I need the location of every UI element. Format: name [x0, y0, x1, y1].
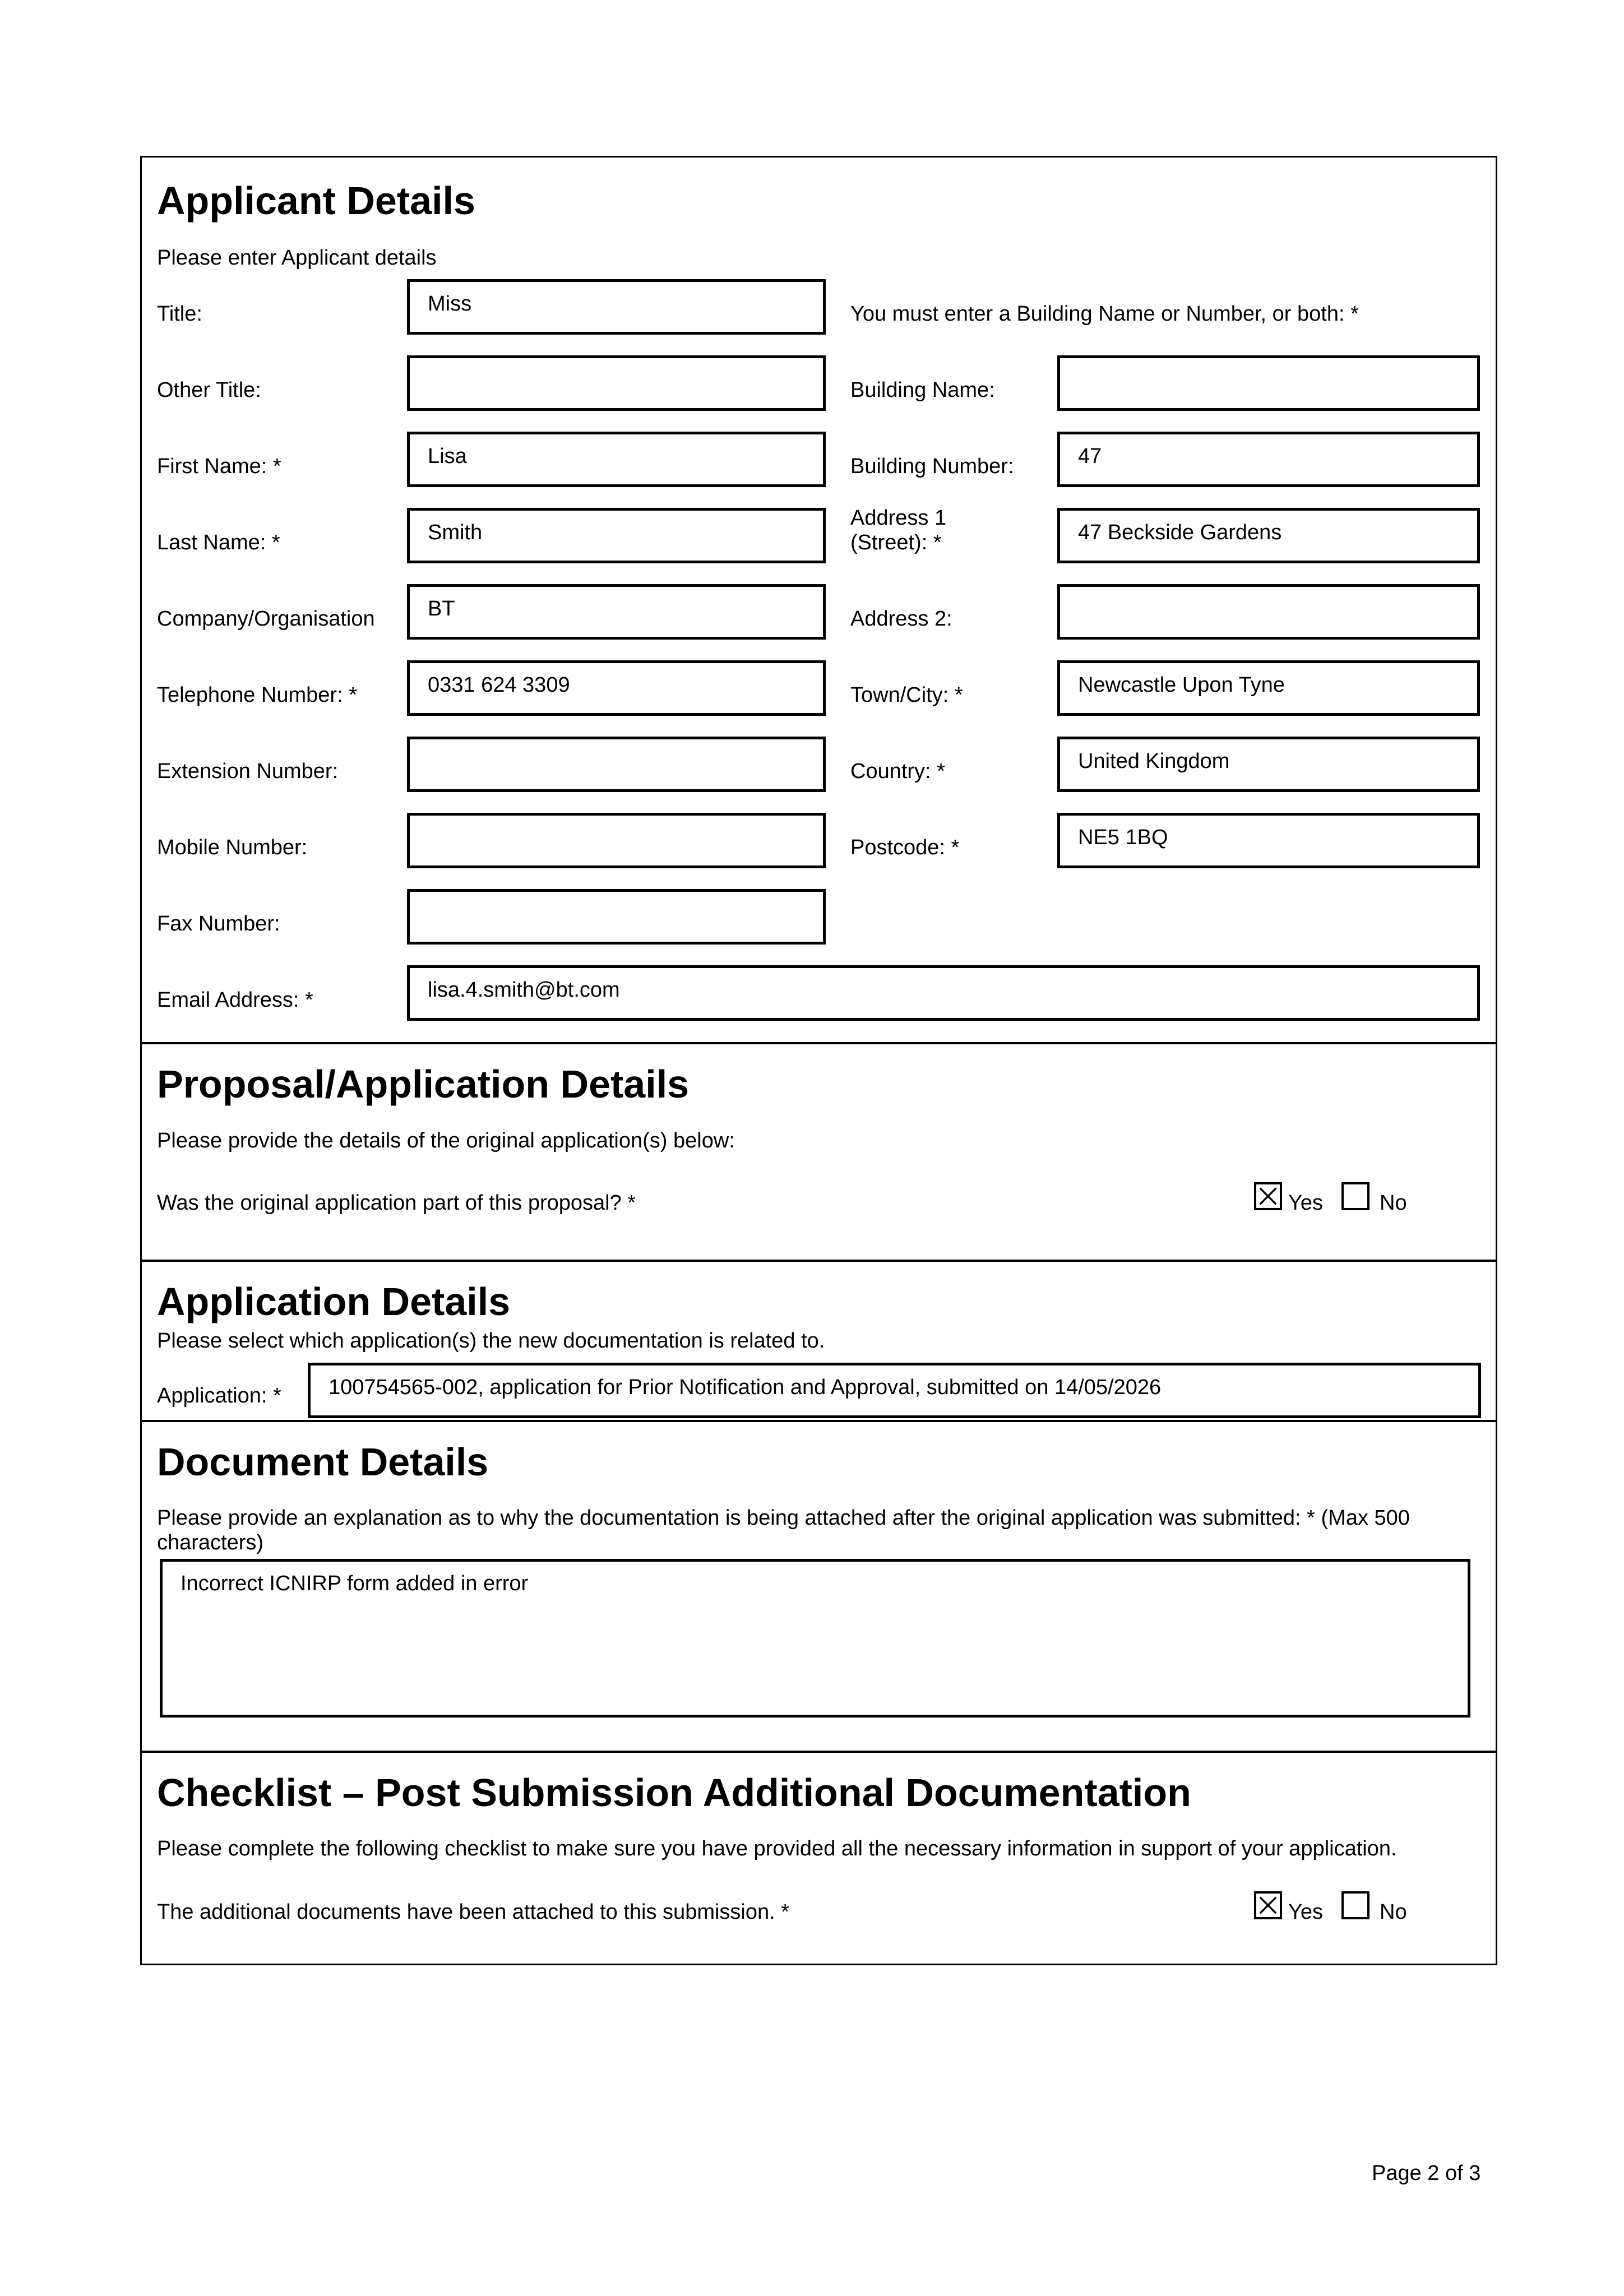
fax-field[interactable]: [407, 889, 826, 945]
checklist-heading: Checklist – Post Submission Additional Documentation: [157, 1771, 1191, 1814]
building-name-label: Building Name:: [850, 378, 995, 402]
proposal-no-label: No: [1380, 1191, 1407, 1215]
fax-label: Fax Number:: [157, 912, 280, 936]
address1-label: Address 1 (Street): *: [850, 506, 947, 554]
country-field[interactable]: United Kingdom: [1057, 737, 1480, 792]
postcode-label: Postcode: *: [850, 836, 960, 859]
building-number-field[interactable]: 47: [1057, 432, 1480, 487]
section-divider: [142, 1420, 1496, 1422]
form-frame: [140, 156, 1497, 1965]
applicant-heading: Applicant Details: [157, 179, 475, 223]
mobile-field[interactable]: [407, 813, 826, 868]
other-title-field[interactable]: [407, 355, 826, 411]
title-label: Title:: [157, 302, 202, 326]
proposal-yes-checkbox[interactable]: [1254, 1182, 1282, 1210]
mobile-label: Mobile Number:: [157, 836, 308, 859]
company-field[interactable]: BT: [407, 584, 826, 640]
last-name-field[interactable]: Smith: [407, 508, 826, 563]
building-number-label: Building Number:: [850, 455, 1014, 478]
extension-label: Extension Number:: [157, 760, 339, 783]
checklist-yes-checkbox[interactable]: [1254, 1891, 1282, 1919]
checklist-yes-label: Yes: [1288, 1900, 1323, 1924]
application-select[interactable]: 100754565-002, application for Prior Notification and Approval, submitted on 14/05/2026: [308, 1363, 1481, 1418]
building-note: You must enter a Building Name or Number, or both: *: [850, 302, 1359, 326]
proposal-no-checkbox[interactable]: [1341, 1182, 1369, 1210]
email-field[interactable]: lisa.4.smith@bt.com: [407, 965, 1480, 1021]
first-name-label: First Name: *: [157, 455, 281, 478]
section-divider: [142, 1260, 1496, 1262]
application-label: Application: *: [157, 1384, 281, 1408]
page-number: Page 2 of 3: [1372, 2161, 1481, 2185]
address1-field[interactable]: 47 Beckside Gardens: [1057, 508, 1480, 563]
checklist-intro: Please complete the following checklist to make sure you have provided all the necessary information in support of your application.: [157, 1837, 1397, 1860]
town-label: Town/City: *: [850, 683, 963, 707]
postcode-field[interactable]: NE5 1BQ: [1057, 813, 1480, 868]
document-intro: Please provide an explanation as to why the documentation is being attached after the original application was submitted: * (Max 500 characters): [157, 1506, 1410, 1554]
proposal-heading: Proposal/Application Details: [157, 1062, 690, 1106]
other-title-label: Other Title:: [157, 378, 261, 402]
proposal-intro: Please provide the details of the original application(s) below:: [157, 1129, 735, 1152]
address2-label: Address 2:: [850, 607, 952, 631]
address2-field[interactable]: [1057, 584, 1480, 640]
checklist-question: The additional documents have been attached to this submission. *: [157, 1900, 790, 1924]
country-label: Country: *: [850, 760, 945, 783]
proposal-yes-label: Yes: [1288, 1191, 1323, 1215]
section-divider: [142, 1751, 1496, 1753]
town-field[interactable]: Newcastle Upon Tyne: [1057, 660, 1480, 716]
title-field[interactable]: Miss: [407, 279, 826, 335]
building-name-field[interactable]: [1057, 355, 1480, 411]
telephone-field[interactable]: 0331 624 3309: [407, 660, 826, 716]
application-intro: Please select which application(s) the new documentation is related to.: [157, 1329, 825, 1353]
applicant-intro: Please enter Applicant details: [157, 246, 437, 270]
checklist-no-checkbox[interactable]: [1341, 1891, 1369, 1919]
application-heading: Application Details: [157, 1280, 511, 1323]
telephone-label: Telephone Number: *: [157, 683, 357, 707]
document-explanation-textarea[interactable]: Incorrect ICNIRP form added in error: [160, 1559, 1470, 1718]
extension-field[interactable]: [407, 737, 826, 792]
first-name-field[interactable]: Lisa: [407, 432, 826, 487]
proposal-question: Was the original application part of this proposal? *: [157, 1191, 636, 1215]
document-heading: Document Details: [157, 1440, 489, 1484]
company-label: Company/Organisation: [157, 607, 375, 631]
email-label: Email Address: *: [157, 988, 313, 1012]
last-name-label: Last Name: *: [157, 531, 280, 554]
section-divider: [142, 1042, 1496, 1044]
checklist-no-label: No: [1380, 1900, 1407, 1924]
